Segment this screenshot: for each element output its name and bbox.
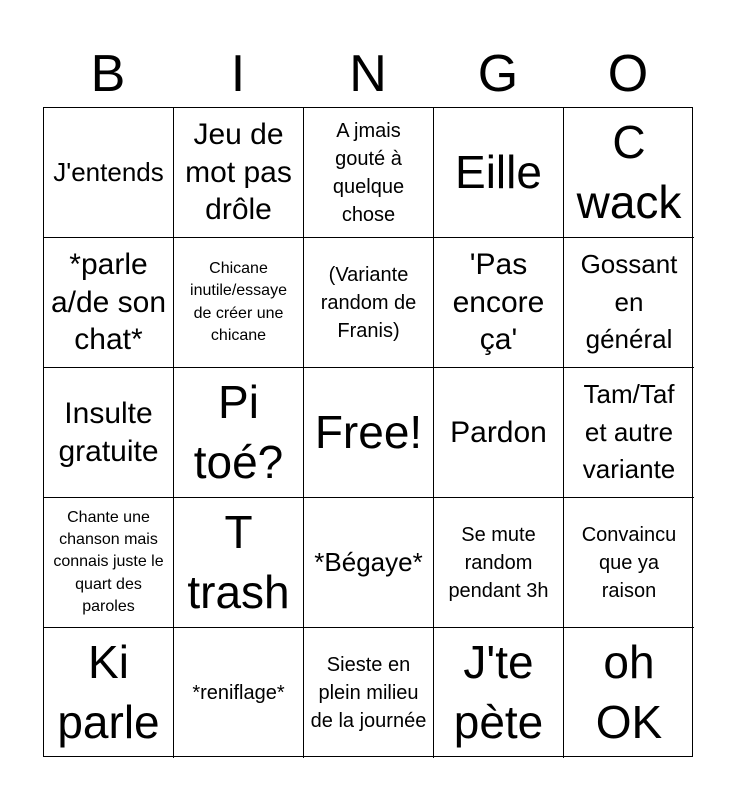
bingo-cell-r1c2[interactable] (174, 108, 304, 238)
bingo-cell-r2c3[interactable] (304, 238, 434, 368)
bingo-cell-r3c2[interactable] (174, 368, 304, 498)
bingo-cell-text: Pi toé? (193, 375, 284, 488)
bingo-cell-text: Tam/Taf et autre variante (582, 378, 676, 485)
header-letter-i: I (230, 45, 246, 103)
bingo-cell-text: Sieste en plein milieu de la journée (310, 654, 427, 732)
bingo-cell-r1c1[interactable] (44, 108, 174, 238)
bingo-cell-text: Ki parle (57, 636, 160, 748)
bingo-cell-text: A jmais gouté à quelque chose (332, 119, 405, 226)
bingo-cell-r3c1[interactable] (44, 368, 174, 498)
bingo-cell-r3c4[interactable] (434, 368, 564, 498)
bingo-cell-r5c2[interactable] (174, 628, 304, 758)
header-letter-b: B (90, 45, 126, 103)
bingo-cell-text: Pardon (450, 415, 547, 449)
bingo-cell-text: *Bégaye* (314, 546, 423, 577)
bingo-cell-text: *reniflage* (192, 682, 285, 704)
bingo-board (43, 107, 693, 757)
bingo-cell-text: Se mute random pendant 3h (448, 523, 549, 602)
bingo-cell-r5c3[interactable] (304, 628, 434, 758)
bingo-cell-r1c3[interactable] (304, 108, 434, 238)
bingo-cell-text: Chicane inutile/essaye de créer une chicane (190, 259, 287, 344)
bingo-cell-text: *parle a/de son chat* (50, 248, 167, 357)
bingo-cell-text: Jeu de mot pas drôle (185, 118, 292, 227)
header-letter-o: O (607, 45, 649, 103)
header-letter-n: N (349, 45, 387, 103)
bingo-cell-r1c5[interactable] (564, 108, 694, 238)
bingo-cell-r5c5[interactable] (564, 628, 694, 758)
bingo-cell-r1c4[interactable] (434, 108, 564, 238)
bingo-cell-r4c5[interactable] (564, 498, 694, 628)
bingo-cell-text: oh OK (595, 636, 663, 748)
bingo-cell-r2c2[interactable] (174, 238, 304, 368)
bingo-cell-text: Free! (314, 405, 423, 458)
bingo-cell-text: C wack (576, 115, 682, 228)
bingo-cell-r4c1[interactable] (44, 498, 174, 628)
bingo-cell-r3c3[interactable] (304, 368, 434, 498)
bingo-cell-r2c1[interactable] (44, 238, 174, 368)
bingo-cell-text: (Variante random de Franis) (320, 263, 417, 342)
bingo-cell-r3c5[interactable] (564, 368, 694, 498)
bingo-cell-text: J'te pète (453, 636, 544, 748)
bingo-header (43, 40, 693, 108)
bingo-cell-text: Gossant en général (580, 248, 678, 355)
bingo-cell-text: 'Pas encore ça' (452, 248, 545, 357)
bingo-cell-r4c4[interactable] (434, 498, 564, 628)
bingo-cell-r4c3[interactable] (304, 498, 434, 628)
bingo-cell-text: Insulte gratuite (58, 397, 159, 468)
bingo-cell-text: Eille (455, 145, 542, 198)
bingo-cell-r2c5[interactable] (564, 238, 694, 368)
bingo-cell-r2c4[interactable] (434, 238, 564, 368)
bingo-cell-text: Chante une chanson mais connais juste le quart des paroles (53, 508, 164, 616)
header-letter-g: G (477, 45, 519, 103)
bingo-cell-r4c2[interactable] (174, 498, 304, 628)
bingo-cell-r5c4[interactable] (434, 628, 564, 758)
bingo-cell-r5c1[interactable] (44, 628, 174, 758)
bingo-cell-text: Convaincu que ya raison (581, 523, 677, 602)
bingo-cell-text: J'entends (53, 156, 164, 187)
bingo-cell-text: T trash (187, 505, 290, 618)
